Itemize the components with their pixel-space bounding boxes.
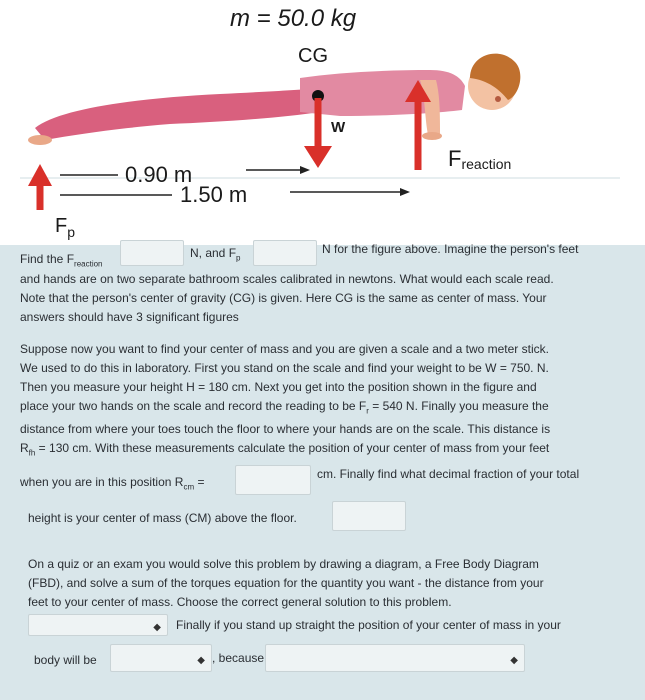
question-3 [20,555,630,674]
q3-body-text: body will be [34,653,97,667]
distance-hands-label: 1.50 m [180,182,248,207]
q3-line-3: feet to your center of mass. Choose the correct general solution to this problem. [28,595,452,609]
q3-because-text: , because [212,651,265,665]
q3-finally-text: Finally if you stand up straight the position of your center of mass in your [176,618,561,632]
fp-label: $F_p$ [55,215,76,240]
cg-label: CG [298,45,328,67]
cm-fraction-input[interactable] [332,501,406,531]
q2-line-5: distance from where your toes touch the floor to where your hands are on the scale. This distance is [20,422,551,437]
because-select[interactable] [265,644,525,672]
q3-line-1: On a quiz or an exam you would solve this problem by drawing a diagram, a Free Body Diagram [28,557,539,571]
q2-line-8 [20,497,630,531]
w-label: W [331,119,346,136]
q1-find-text: Find the $F_{reaction}$ [20,252,103,269]
fp-input[interactable] [253,240,317,266]
q2-line-3: Then you measure your height H = 180 cm. Next you get into the position shown in the figure and [20,380,537,394]
push-up-figure [0,0,645,245]
q2-line-6: $R_{fh} = 130$ cm. With these measurements calculate the position of your center of mass from your feet [20,441,550,458]
q2-finally-text: cm. Finally find what decimal fraction of your total [317,466,580,481]
figure-svg [0,0,645,245]
rcm-input[interactable] [235,465,311,495]
q1-line-2: and hands are on two separate bathroom scales calibrated in newtons. What would each scale read. [20,272,554,286]
mass-label: m = 50.0 kg [230,5,357,32]
q3-line-4 [20,612,630,640]
q3-line-2: (FBD), and solve a sum of the torques equation for the quantity you want - the distance from your [28,576,544,590]
q1-line-1 [20,240,625,270]
q1-n-for-text: N for the figure above. Imagine the person's feet [322,242,579,256]
select-arrow-icon: ◆ [510,655,518,666]
q2-line-7 [20,463,630,497]
f-reaction-label: Freaction [448,146,512,172]
freaction-input[interactable] [120,240,184,266]
q1-line-3: Note that the person's center of gravity (CG) is given. Here CG is the same as center of mass. Your [20,291,547,305]
select-arrow-icon: ◆ [197,655,205,666]
q2-height-text: height is your center of mass (CM) above the floor. [28,510,297,525]
q3-line-5 [20,640,630,674]
distance-cg-label: 0.90 m [125,162,193,187]
general-solution-select[interactable] [28,614,168,636]
q2-line-4: place your two hands on the scale and record the reading to be $F_r = 540$ N. Finally you measure the [20,399,549,416]
question-2 [20,340,630,531]
body-will-be-select[interactable] [110,644,212,672]
q1-n-and-text: N, and $F_p$ [190,246,241,263]
q1-line-4: answers should have 3 significant figures [20,310,239,324]
q2-line-2: We used to do this in laboratory. First you stand on the scale and find your weight to be W = 750. N. [20,361,549,375]
question-1 [20,240,625,327]
select-arrow-icon: ◆ [153,622,161,633]
q2-line-1: Suppose now you want to find your center of mass and you are given a scale and a two meter stick. [20,342,549,356]
q2-rcm-text: when you are in this position $R_{cm}$ = [20,474,205,492]
